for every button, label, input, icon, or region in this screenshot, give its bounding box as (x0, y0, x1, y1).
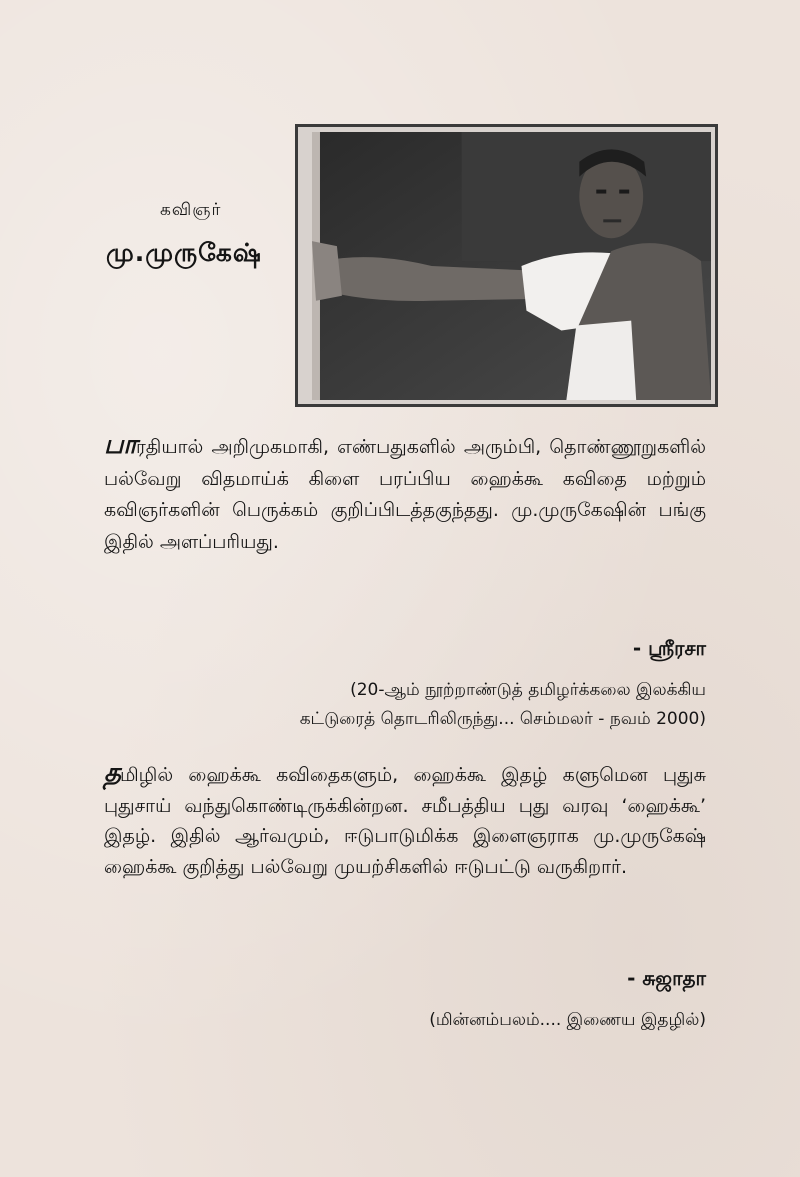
dropcap: பா (104, 430, 136, 460)
dropcap: த (104, 758, 120, 788)
source-line: கட்டுரைத் தொடரிலிருந்து... செம்மலர் - நவம் 2000) (299, 709, 706, 729)
quote-text: ரதியால் அறிமுகமாகி, எண்பதுகளில் அரும்பி, தொண்ணூறுகளில் பல்வேறு விதமாய்க் கிளை பரப்பிய ஹைக்கூ கவிதை மற்றும் கவிஞர்களின் பெருக்கம் குறிப்பிடத்தகுந்தது. மு.முருகேஷின் பங்கு இதில் அளப்பரியது. (104, 436, 706, 553)
quote-text: மிழில் ஹைக்கூ கவிதைகளும், ஹைக்கூ இதழ் களுமென புதுசு புதுசாய் வந்துகொண்டிருக்கின்றன. சமீபத்திய புது வரவு ‘ஹைக்கூ’ இதழ். இதில் ஆர்வமும், ஈடுபாடுமிக்க இளைஞராக மு.முருகேஷ் ஹைக்கூ குறித்து பல்வேறு முயற்சிகளில் ஈடுபட்டு வருகிறார். (104, 764, 706, 878)
source-line: (20-ஆம் நூற்றாண்டுத் தமிழர்க்கலை இலக்கிய (350, 680, 706, 700)
quote-attribution-1: - ஸ்ரீரசா (632, 636, 706, 660)
quote-paragraph-2 (104, 758, 706, 882)
quote-source-1 (206, 676, 706, 734)
quote-source-2: (மின்னம்பலம்.... இணைய இதழில்) (429, 1010, 706, 1030)
poet-photo (295, 124, 718, 407)
poet-label: கவிஞர் (160, 200, 222, 220)
quote-attribution-2: - சுஜாதா (627, 966, 706, 990)
quote-paragraph-1 (104, 430, 706, 558)
poet-photo-image (312, 132, 711, 400)
poet-name: மு.முருகேஷ் (106, 238, 262, 267)
